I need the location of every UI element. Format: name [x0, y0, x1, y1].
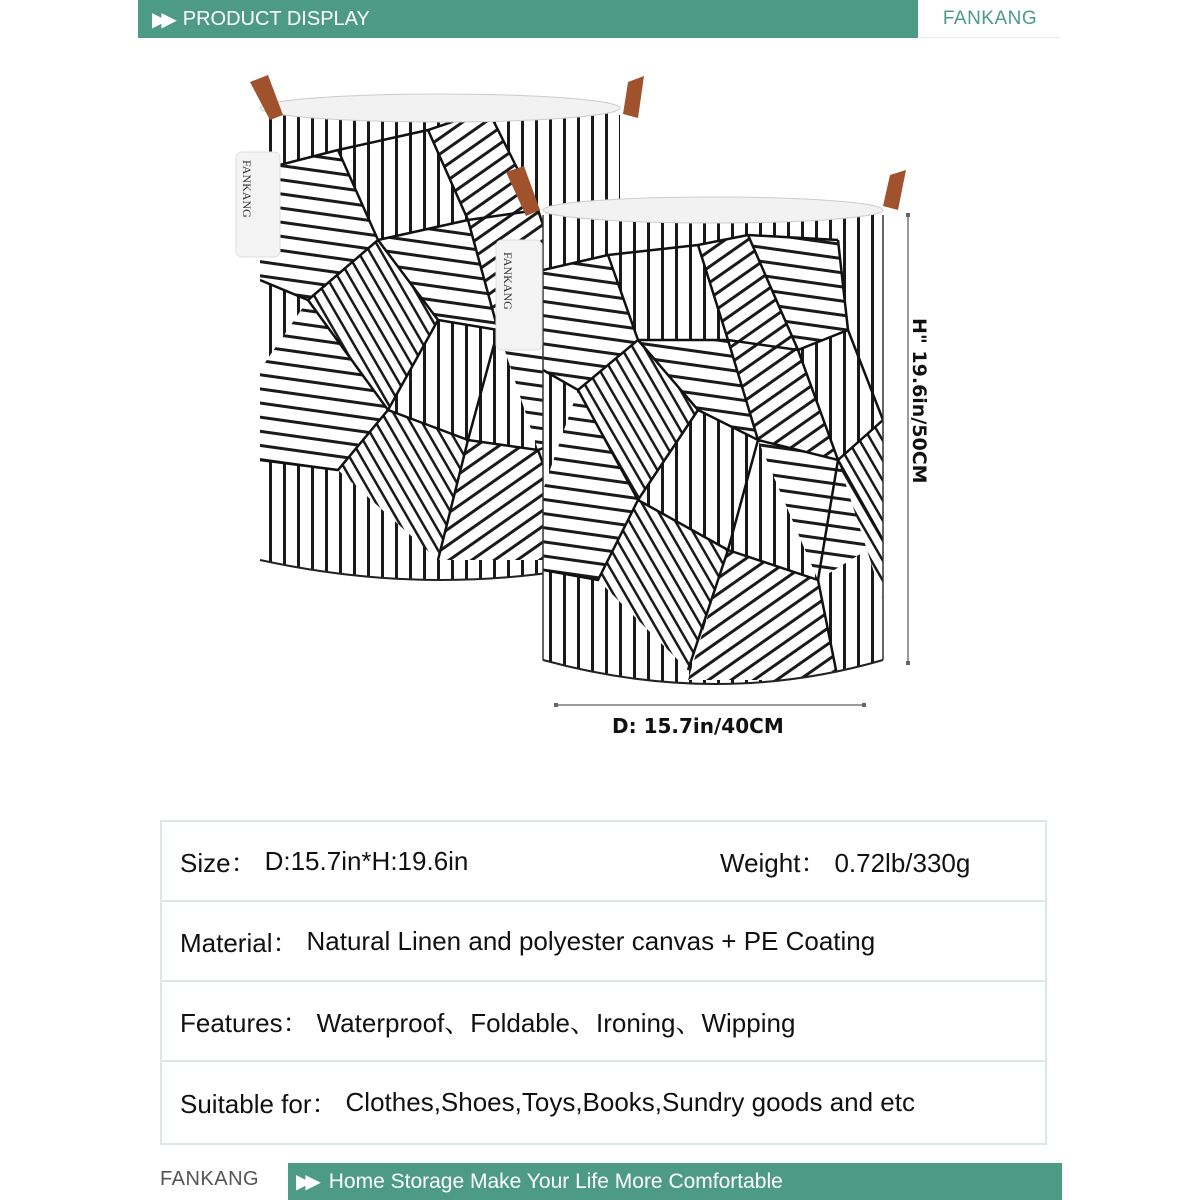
weight-label: Weight： [720, 847, 827, 878]
header-banner [138, 0, 918, 38]
spec-row-suitable [162, 1062, 1045, 1142]
footer-brand: FANKANG [160, 1168, 260, 1190]
diameter-dimension-label: D: 15.7in/40CM [612, 714, 784, 738]
suitable-value: Clothes,Shoes,Toys,Books,Sundry goods and etc [345, 1086, 915, 1117]
suitable-label: Suitable for： [180, 1088, 338, 1119]
height-dimension-label: H" 19.6in/50CM [908, 318, 930, 484]
material-label: Material： [180, 927, 299, 958]
header-brand: FANKANG [920, 0, 1060, 38]
footer-slogan: Home Storage Make Your Life More Comfortable [328, 1169, 783, 1193]
spec-row-size-weight [162, 822, 1045, 902]
hang-tag-label-front: FANKANG [501, 252, 515, 310]
front-basket [496, 166, 906, 710]
double-arrow-icon: ▶▶ [296, 1171, 315, 1193]
spec-row-features [162, 982, 1045, 1062]
hang-tag-label-back: FANKANG [240, 160, 254, 218]
double-arrow-icon: ▶▶ [152, 8, 171, 31]
features-label: Features： [180, 1007, 309, 1038]
header-title: PRODUCT DISPLAY [182, 7, 370, 30]
features-value: Waterproof、Foldable、Ironing、Wipping [316, 1007, 796, 1038]
diameter-dimension-line [554, 704, 866, 706]
size-value: D:15.7in*H:19.6in [264, 845, 469, 876]
size-label: Size： [180, 847, 257, 878]
footer-banner [288, 1163, 1062, 1200]
weight-group [720, 843, 970, 880]
material-value: Natural Linen and polyester canvas + PE Coating [306, 925, 876, 956]
spec-row-material [162, 902, 1045, 982]
weight-value: 0.72lb/330g [834, 847, 971, 878]
spec-table [160, 820, 1047, 1145]
